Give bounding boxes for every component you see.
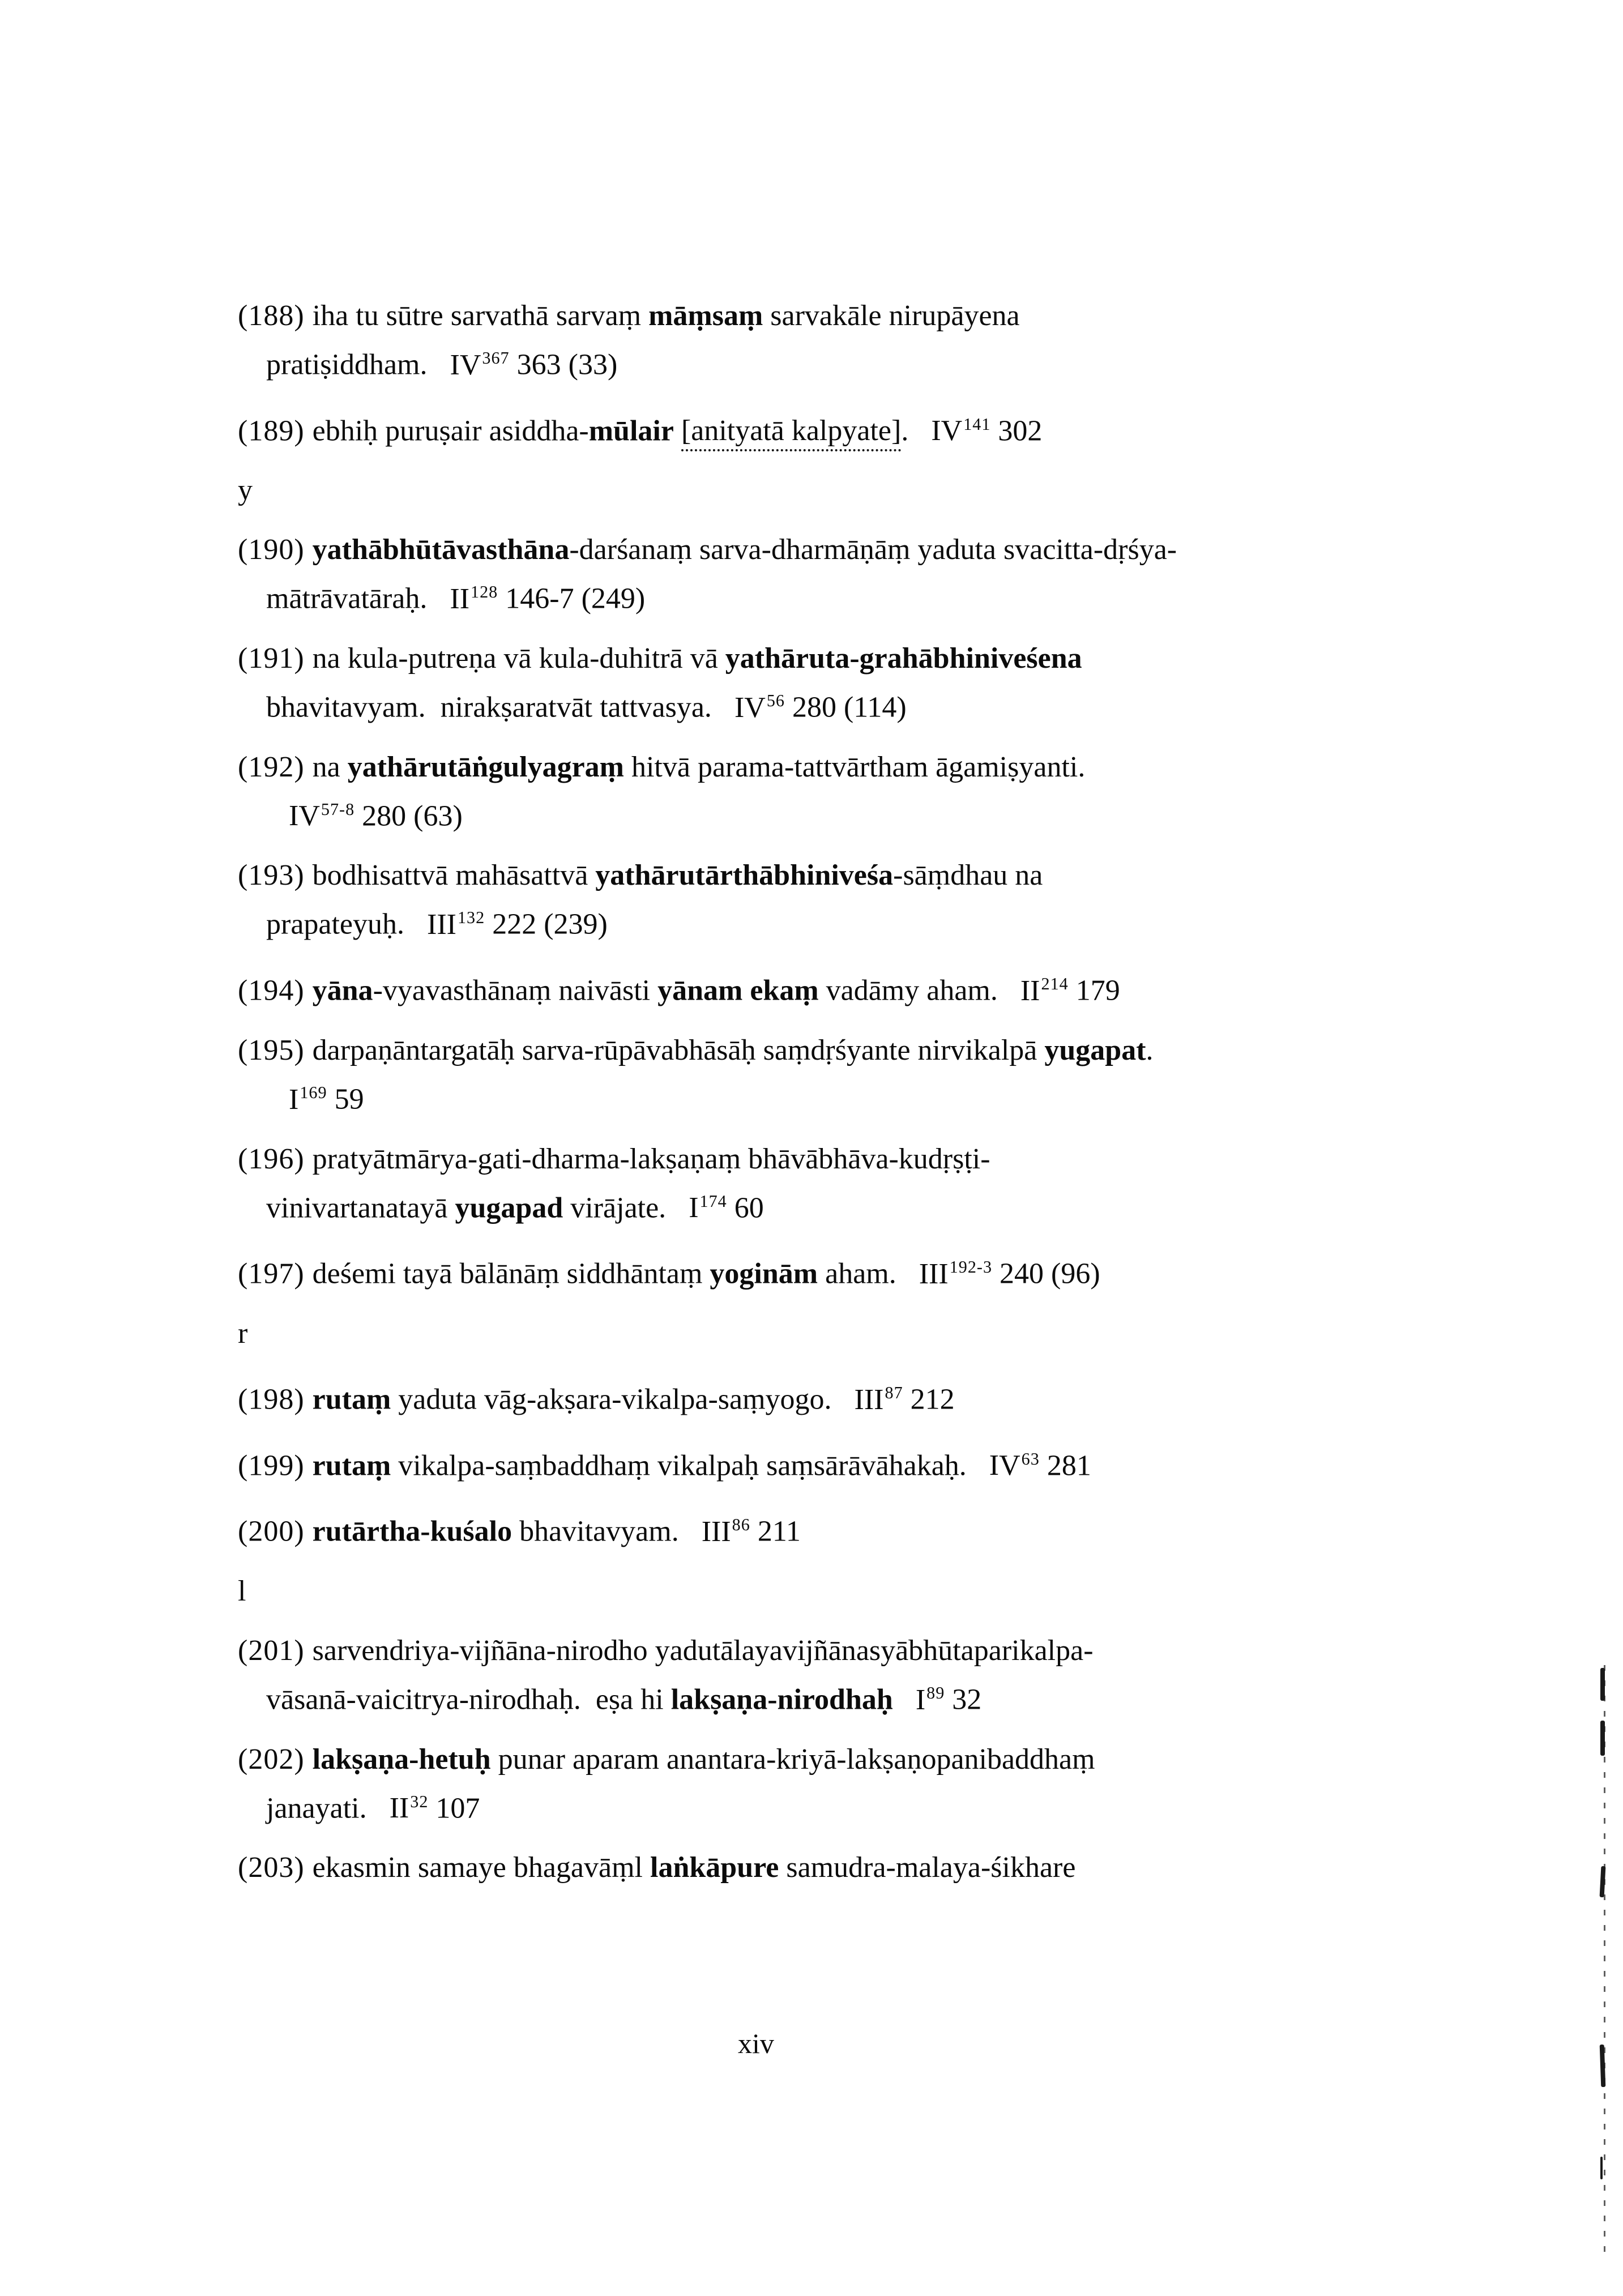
entry-number: (189) xyxy=(238,415,313,447)
index-entry xyxy=(238,1846,1501,1889)
index-body xyxy=(238,295,1501,1906)
entry-text: vāsanā-vaicitrya-nirodhaḥ. eṣa hi xyxy=(266,1683,671,1716)
reference-volume: II xyxy=(389,1792,409,1825)
reference-line-number: 86 xyxy=(732,1515,750,1535)
entry-text: -vyavasthānaṃ naivāsti xyxy=(373,974,658,1007)
entry-text: 280 (63) xyxy=(355,800,463,833)
reference-line-number: 192-3 xyxy=(949,1257,993,1277)
headword: lakṣaṇa-nirodhaḥ xyxy=(670,1683,893,1716)
index-entry xyxy=(238,746,1501,838)
entry-text: virājate. xyxy=(563,1192,667,1224)
headword: yugapat xyxy=(1044,1034,1146,1066)
entry-number: (191) xyxy=(238,642,313,675)
scan-artifact xyxy=(1600,2157,1603,2179)
entry-text: 146-7 (249) xyxy=(498,583,646,616)
headword: yoginām xyxy=(710,1257,818,1290)
entry-number: (188) xyxy=(238,300,313,332)
headword: rutaṃ xyxy=(312,1383,391,1416)
entry-text: 363 (33) xyxy=(509,348,618,381)
entry-text: -darśanaṃ sarva-dharmāṇāṃ yaduta svacitta-dṛśya- xyxy=(569,534,1177,566)
headword: yathārutāṅgulyagraṃ xyxy=(347,750,624,783)
reference-line-number: 132 xyxy=(457,908,485,928)
entry-text: 281 xyxy=(1039,1449,1091,1482)
section-heading: y xyxy=(238,474,253,507)
entry-text: iha tu sūtre sarvathā sarvaṃ xyxy=(312,300,649,332)
headword: māṃsaṃ xyxy=(648,300,763,332)
entry-text: yaduta vāg-akṣara-vikalpa-saṃyogo. xyxy=(391,1383,832,1416)
page-number: xiv xyxy=(738,2028,774,2059)
scan-artifact xyxy=(1600,1668,1605,1701)
entry-text: 32 xyxy=(945,1683,982,1716)
entry-text: 107 xyxy=(428,1792,480,1825)
index-entry xyxy=(238,1029,1501,1121)
reference-volume: IV xyxy=(931,415,963,447)
reference-volume: IV xyxy=(289,800,320,833)
reference-volume: II xyxy=(450,583,470,616)
index-entry xyxy=(238,1738,1501,1830)
reference-line-number: 57-8 xyxy=(321,799,355,819)
index-entry xyxy=(238,1504,1501,1553)
entry-text: bhavitavyam. xyxy=(512,1515,679,1548)
headword: yāna xyxy=(312,974,373,1007)
reference-volume: III xyxy=(701,1515,731,1548)
headword: lakṣaṇa-hetuḥ xyxy=(312,1743,491,1776)
headword: laṅkāpure xyxy=(650,1851,779,1884)
reference-line-number: 32 xyxy=(410,1791,429,1811)
index-entry xyxy=(238,637,1501,729)
entry-text: 240 (96) xyxy=(992,1257,1100,1290)
entry-text: bhavitavyam. nirakṣaratvāt tattvasya. xyxy=(266,691,712,724)
entry-text: 280 (114) xyxy=(784,691,907,724)
headword: yathāruta-grahābhiniveśena xyxy=(725,642,1082,675)
headword: yānam ekaṃ xyxy=(657,974,819,1007)
reference-volume: IV xyxy=(734,691,766,724)
entry-text: 212 xyxy=(903,1383,955,1416)
reference-line-number: 169 xyxy=(300,1082,327,1102)
entry-number: (192) xyxy=(238,750,313,783)
entry-text: ekasmin samaye bhagavāṃl xyxy=(312,1851,650,1884)
headword: rutārtha-kuśalo xyxy=(312,1515,512,1548)
index-entry xyxy=(238,854,1501,946)
entry-text: mātrāvatāraḥ. xyxy=(266,583,428,616)
entry-number: (198) xyxy=(238,1383,313,1416)
entry-text: -sāṃdhau na xyxy=(893,859,1043,892)
entry-number: (196) xyxy=(238,1142,313,1175)
headword: mūlair xyxy=(588,415,674,447)
index-entry xyxy=(238,1138,1501,1230)
entry-text: prapateyuḥ. xyxy=(266,908,405,941)
entry-text: . xyxy=(901,415,909,447)
reference-volume: IV xyxy=(450,348,481,381)
headword: rutaṃ xyxy=(312,1449,391,1482)
reference-volume: II xyxy=(1020,974,1040,1007)
entry-text: ebhiḥ puruṣair asiddha- xyxy=(312,415,589,447)
reference-volume: III xyxy=(854,1383,884,1416)
index-entry xyxy=(238,1246,1501,1295)
entry-text xyxy=(674,415,681,447)
index-entry xyxy=(238,528,1501,620)
entry-text: 60 xyxy=(727,1192,764,1224)
section-heading: l xyxy=(238,1574,246,1607)
entry-text: . xyxy=(1146,1034,1154,1066)
entry-text: 302 xyxy=(990,415,1043,447)
underlined-phrase: [anityatā kalpyate] xyxy=(681,415,901,451)
reference-volume: I xyxy=(689,1192,699,1224)
headword: yathābhūtāvasthāna xyxy=(312,534,570,566)
reference-volume: I xyxy=(289,1083,299,1116)
entry-text: deśemi tayā bālānāṃ siddhāntaṃ xyxy=(312,1257,710,1290)
index-entry xyxy=(238,1629,1501,1721)
entry-text: samudra-malaya-śikhare xyxy=(779,1851,1076,1884)
entry-number: (193) xyxy=(238,859,313,892)
entry-text: 59 xyxy=(327,1083,364,1116)
reference-line-number: 56 xyxy=(766,691,785,711)
entry-text: na xyxy=(312,750,348,783)
entry-number: (195) xyxy=(238,1034,313,1066)
entry-text: hitvā parama-tattvārtham āgamiṣyanti. xyxy=(623,750,1086,783)
reference-line-number: 63 xyxy=(1021,1449,1040,1469)
entry-number: (203) xyxy=(238,1851,313,1884)
entry-text: pratiṣiddham. xyxy=(266,348,428,381)
reference-line-number: 89 xyxy=(926,1683,945,1702)
reference-line-number: 174 xyxy=(699,1191,727,1211)
entry-text: aham. xyxy=(818,1257,896,1290)
section-heading: r xyxy=(238,1317,248,1350)
headword: yathārutārthābhiniveśa xyxy=(595,859,894,892)
entry-number: (202) xyxy=(238,1743,313,1776)
reference-line-number: 141 xyxy=(963,414,991,434)
entry-text: punar aparam anantara-kriyā-lakṣaṇopanibaddhaṃ xyxy=(490,1743,1095,1776)
entry-text: vikalpa-saṃbaddhaṃ vikalpaḥ saṃsārāvāhakaḥ. xyxy=(391,1449,967,1482)
reference-volume: III xyxy=(919,1257,949,1290)
index-entry xyxy=(238,963,1501,1012)
scan-artifact xyxy=(1600,1721,1605,1756)
entry-number: (197) xyxy=(238,1257,313,1290)
headword: yugapad xyxy=(455,1192,563,1224)
reference-volume: IV xyxy=(989,1449,1020,1482)
index-entry xyxy=(238,403,1501,453)
reference-line-number: 214 xyxy=(1041,974,1069,994)
entry-text: vadāmy aham. xyxy=(818,974,998,1007)
entry-text: darpaṇāntargatāḥ sarva-rūpāvabhāsāḥ saṃdṛśyante nirvikalpā xyxy=(312,1034,1045,1066)
index-entry xyxy=(238,1372,1501,1421)
entry-number: (200) xyxy=(238,1515,313,1548)
entry-text: 179 xyxy=(1068,974,1120,1007)
entry-text: bodhisattvā mahāsattvā xyxy=(312,859,596,892)
entry-text: janayati. xyxy=(266,1792,367,1825)
reference-volume: I xyxy=(915,1683,926,1716)
index-entry xyxy=(238,1438,1501,1487)
entry-text: na kula-putreṇa vā kula-duhitrā vā xyxy=(312,642,725,675)
reference-line-number: 367 xyxy=(482,348,510,368)
reference-line-number: 128 xyxy=(471,582,498,602)
reference-volume: III xyxy=(427,908,456,941)
reference-line-number: 87 xyxy=(885,1382,903,1402)
entry-number: (190) xyxy=(238,534,313,566)
entry-text: 211 xyxy=(750,1515,801,1548)
entry-number: (194) xyxy=(238,974,313,1007)
entry-text: pratyātmārya-gati-dharma-lakṣaṇaṃ bhāvābhāva-kudṛṣṭi- xyxy=(312,1142,990,1175)
entry-text: 222 (239) xyxy=(485,908,608,941)
entry-number: (199) xyxy=(238,1449,313,1482)
index-entry xyxy=(238,295,1501,386)
entry-number: (201) xyxy=(238,1634,313,1667)
entry-text: vinivartanatayā xyxy=(266,1192,455,1224)
entry-text: sarvakāle nirupāyena xyxy=(763,300,1020,332)
entry-text: sarvendriya-vijñāna-nirodho yadutālayavijñānasyābhūtaparikalpa- xyxy=(312,1634,1094,1667)
